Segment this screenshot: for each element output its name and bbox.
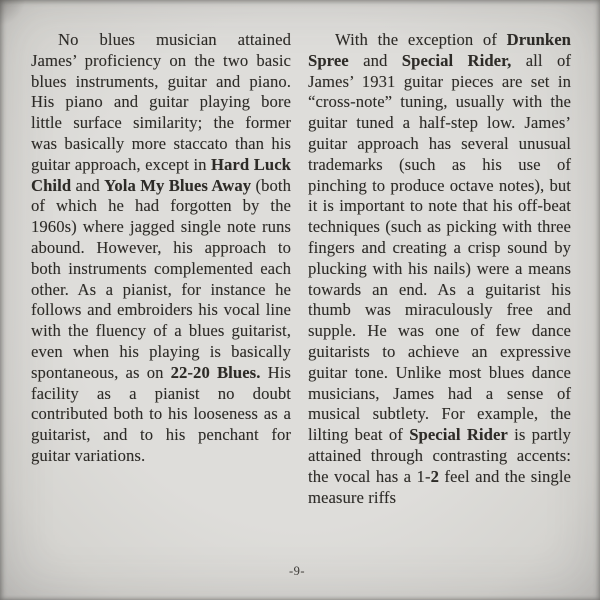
paragraph <box>31 30 291 467</box>
song-title-bold: 2 <box>430 466 439 486</box>
paragraph <box>308 30 571 508</box>
text-run: and <box>71 175 105 195</box>
song-title-bold: Hard Luck Child <box>31 154 291 195</box>
text-run: all of James’ 1931 guitar pieces are set in “cross-note” tuning, usually with the guitar tuned a half-step low. James’ guitar approach has several unusual trademarks (such as his use of pinching to produce octave notes), but it is important to note that his off-beat techniques (such as picking with three fingers and creating a crisp sound by plucking with his nails) were a means towards an end. As a guitarist his thumb was miraculously free and supple. He was one of few dance guitarists to achieve an expressive guitar tone. Unlike most blues dance musicians, James had a sense of musical subtlety. For example, the lilting beat of <box>308 50 571 445</box>
scan-corner-smudge <box>0 0 26 26</box>
text-run: His facility as a pianist no doubt contributed both to his looseness as a guitarist, and to his penchant for guitar variations. <box>31 362 291 465</box>
text-run: is partly attained through contrasting accents: the vocal has a 1- <box>308 425 571 486</box>
song-title-bold: Drunken Spree <box>308 30 571 70</box>
text-run: feel and the single measure riffs <box>308 466 571 507</box>
text-run: No blues musician attained James’ proficiency on the two basic blues instruments, guitar and piano. His piano and guitar playing bore little surface similarity; the former was basically more staccato than his guitar approach, except in <box>31 30 291 174</box>
text-column-left <box>31 30 291 467</box>
song-title-bold: Special Rider, <box>401 50 512 70</box>
text-column-right <box>308 30 571 508</box>
song-title-bold: Special Rider <box>409 425 508 445</box>
text-run: (both of which he had forgotten by the 1960s) where jagged single note runs abound. However, his approach to both instruments complemented each other. As a pianist, for instance he follows and embroiders his vocal line with the fluency of a blues guitarist, even when his playing is basically spontaneous, as on <box>31 175 291 382</box>
song-title-bold: Yola My Blues Away <box>104 175 252 195</box>
song-title-bold: 22-20 Blues. <box>170 362 261 382</box>
text-run: and <box>348 50 402 70</box>
text-run: With the exception of <box>335 30 507 49</box>
page-number: -9- <box>288 564 306 578</box>
